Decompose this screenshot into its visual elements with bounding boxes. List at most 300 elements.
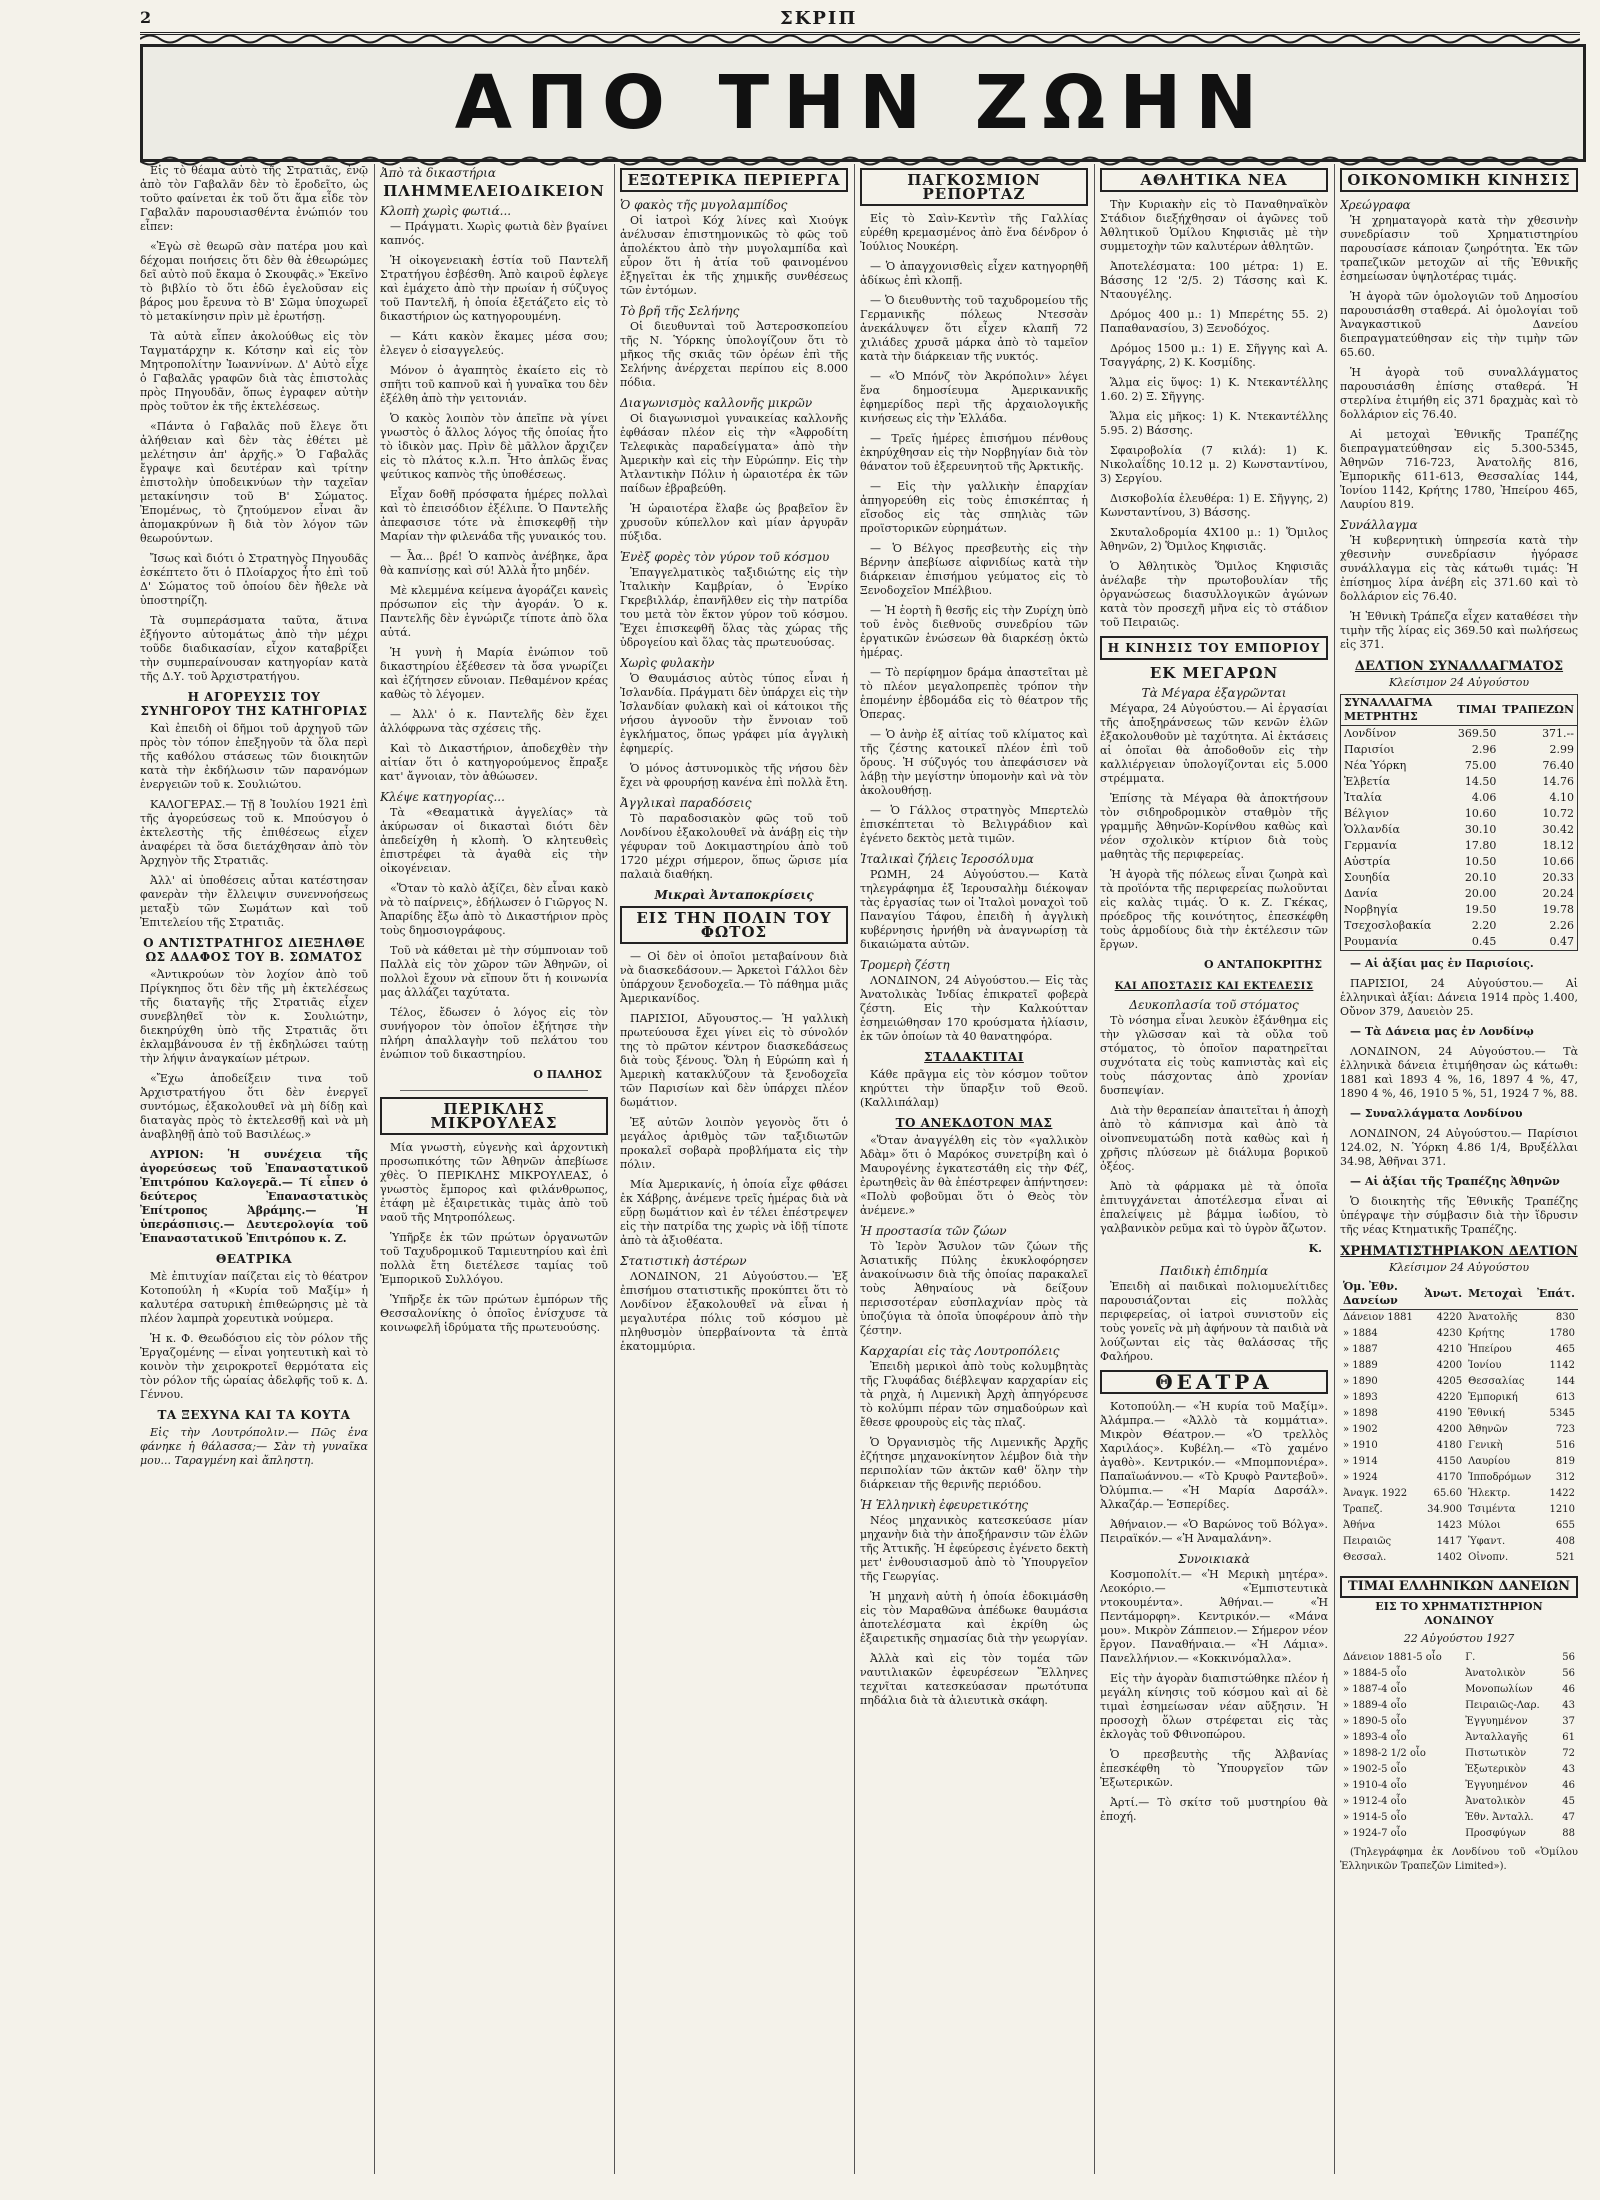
table-cell: » 1884 xyxy=(1343,1328,1378,1339)
article-paragraph: — Συναλλάγματα Λονδίνου xyxy=(1350,1107,1523,1120)
table-cell: Τσιμέντα xyxy=(1468,1504,1516,1515)
article-paragraph: Καὶ ἐπειδὴ οἱ δῆμοι τοῦ ἀρχηγοῦ τῶν πρὸς τὸν τόπον ἐπεξηγοῦν τὰ ὅλα περὶ τῆς καθόλου στάσεως τῶν διοικητῶν κατὰ τὴν ἐκδήλωσιν τῶν παρανόμων ἐνεργειῶν τοῦ κ. Σουλιώτου. xyxy=(140,722,368,791)
table-row xyxy=(1340,1486,1578,1502)
article-paragraph: ΛΟΝΔΙΝΟΝ, 24 Αὐγούστου.— Τὰ ἑλληνικὰ δάνεια ἐτιμήθησαν ὡς κάτωθι: 1881 καὶ 1893 4 %, 16, 1897 4 %, 47, 1890 4 %, 46, 1910 5 %, 51, 1924 7 %, 88. xyxy=(1340,1045,1578,1100)
table-row xyxy=(1340,1374,1578,1390)
column-divider xyxy=(374,164,375,2174)
table-cell: 516 xyxy=(1555,1440,1575,1451)
article-paragraph: Ἡ γυνὴ ἡ Μαρία ἐνώπιον τοῦ δικαστηρίου ἐξέθεσεν τὰ ὅσα γνωρίζει καὶ ἐζήτησεν εὔνοιαν. Πεθαμένον κρέας καθὼς τὸ λέγομεν. xyxy=(380,646,608,701)
article-paragraph: ΑΥΡΙΟΝ: Ἡ συνέχεια τῆς ἀγορεύσεως τοῦ Ἐπαναστατικοῦ Ἐπιτρόπου Καλογερᾶ.— Τί εἶπεν ὁ δεύτερος Ἐπαναστατικὸς Ἐπίτροπος Ἀβράμης.— Ἡ ὑπεράσπισις.— Δευτερολογία τοῦ Ἐπαναστατικοῦ Ἐπιτρόπου κ. Ζ. xyxy=(140,1148,368,1245)
table-cell: 4.10 xyxy=(1549,791,1574,804)
table-cell: Πιστωτικὸν xyxy=(1465,1748,1527,1759)
table-cell: 613 xyxy=(1555,1392,1575,1403)
article-paragraph: Ἅλμα εἰς μῆκος: 1) Κ. Ντεκαντέλλης 5.95. 2) Βάσσης. xyxy=(1100,410,1328,437)
loans-table xyxy=(1340,1650,1578,1842)
article-paragraph: Ἀλλ' αἱ ὑποθέσεις αὗται κατέστησαν φανερὰν τὴν ἔλλειψιν συνεννοήσεως μεταξὺ τῶν Σωμάτων καὶ τοῦ Ἐπιτελείου τῆς Στρατιᾶς. xyxy=(140,874,368,929)
article-paragraph: Τὸ Ἱερὸν Ἄσυλον τῶν ζώων τῆς Ἀσιατικῆς Πύλης ἐκυκλοφόρησεν ἀνακοίνωσιν διὰ τῆς ὁποίας παρακαλεῖ τοὺς Ἀθηναίους νὰ δείξουν περισσοτέραν εὐσπλαχνίαν πρὸς τὰ ὑποζύγια τὰ ὁποῖα ὑποφέρουν ἀπὸ τὴν ζέστην. xyxy=(860,1240,1088,1337)
table-cell: Θεσσαλίας xyxy=(1468,1376,1525,1387)
article-paragraph: Κάθε πρᾶγμα εἰς τὸν κόσμον τοῦτον κηρύττει τὴν ὕπαρξιν τοῦ Θεοῦ. (Καλλιπάλαμ) xyxy=(860,1068,1088,1109)
article-paragraph: Δρόμος 400 μ.: 1) Μπερέτης 55. 2) Παπαθανασίου, 3) Ξενοδόχος. xyxy=(1100,308,1328,335)
article-paragraph: Ἐπειδὴ αἱ παιδικαὶ πολιομυελίτιδες παρουσιάζονται εἰς πολλὰς περιφερείας, οἱ ἰατροὶ συνιστοῦν εἰς τοὺς γονεῖς νὰ μὴ ἀφήνουν τὰ παιδιὰ νὰ λούζωνται εἰς τὰς θαλάσσας τῆς Φαλήρου. xyxy=(1100,1280,1328,1363)
table-row xyxy=(1341,790,1578,806)
table-row xyxy=(1340,1794,1578,1810)
table-row xyxy=(1340,1746,1578,1762)
table-cell: » 1910 xyxy=(1343,1440,1378,1451)
author-signature: Ο ΠΑΛΗΟΣ xyxy=(533,1068,602,1081)
article-paragraph: Οἱ ἰατροὶ Κόχ λίνες καὶ Χιούγκ ἀνέλυσαν ἐπιστημονικῶς τὸ φῶς τοῦ ἀπολέκτου ἀπὸ τὴν μυγολαμπίδα καὶ εὗρον ὅτι ἡ ἀτία τοῦ φαινομένου ἐξηγεῖται ἐκ τῆς χημικῆς συνθέσεως τῶν ἐντόμων. xyxy=(620,214,848,297)
table-cell: 37 xyxy=(1562,1716,1575,1727)
table-cell: Ὑφαντ. xyxy=(1468,1536,1506,1547)
article-paragraph: Ἅλμα εἰς ὕψος: 1) Κ. Ντεκαντέλλης 1.60. 2) Ξ. Σῆγγης. xyxy=(1100,376,1328,403)
table-subtitle: Κλείσιμον 24 Αὐγούστου xyxy=(1388,676,1530,689)
column-divider xyxy=(1334,164,1335,2174)
column-divider xyxy=(854,164,855,2174)
article-subtitle: Συνάλλαγμα xyxy=(1340,518,1418,532)
table-cell: Ἡλεκτρ. xyxy=(1468,1488,1511,1499)
table-cell: » 1889-4 οἷο xyxy=(1343,1700,1407,1711)
table-cell: Ἀναγκ. 1922 xyxy=(1343,1488,1408,1499)
table-cell: Κρήτης xyxy=(1468,1328,1505,1339)
table-row xyxy=(1340,1310,1578,1327)
article-paragraph: Ὑπῆρξε ἐκ τῶν πρώτων ὀργανωτῶν τοῦ Ταχυδρομικοῦ Ταμιευτηρίου καὶ ἐπὶ πολλὰ ἔτη διετέλεσε ταμίας τοῦ Ἐμπορικοῦ Συλλόγου. xyxy=(380,1231,608,1286)
table-row xyxy=(1340,1326,1578,1342)
table-row xyxy=(1340,1358,1578,1374)
article-paragraph: Ἐξ αὐτῶν λοιπὸν γεγονὸς ὅτι ὁ μεγάλος ἀριθμὸς τῶν ταξιδιωτῶν προκαλεῖ σοβαρὰ προβλήματα εἰς τὴν πόλιν. xyxy=(620,1116,848,1171)
table-cell: 655 xyxy=(1555,1520,1575,1531)
column-2 xyxy=(380,164,608,2174)
table-row xyxy=(1341,854,1578,870)
article-paragraph: — Ἀλλ' ὁ κ. Παντελῆς δὲν ἔχει ἀλλόφρωνα τὰς σχέσεις τῆς. xyxy=(380,708,608,735)
table-title: ΧΡΗΜΑΤΙΣΤΗΡΙΑΚΟΝ ΔΕΛΤΙΟΝ xyxy=(1340,1244,1578,1259)
article-paragraph: Τὴν Κυριακὴν εἰς τὸ Παναθηναϊκὸν Στάδιον διεξήχθησαν οἱ ἀγῶνες τοῦ Ἀθλητικοῦ Ὁμίλου Κηφισιᾶς μὲ τὴν συμμετοχὴν τῶν καλυτέρων ἀθλητῶν. xyxy=(1100,198,1328,253)
table-cell: » 1893-4 οἷο xyxy=(1343,1732,1407,1743)
table-row xyxy=(1341,838,1578,854)
article-paragraph: Ἡ Ἐθνικὴ Τράπεζα εἶχεν καταθέσει τὴν τιμὴν τῆς λίρας εἰς 369.50 καὶ πωλήσεως εἰς 371. xyxy=(1340,610,1578,651)
table-cell: Γερμανία xyxy=(1344,839,1397,852)
article-paragraph: Τὰ αὐτὰ εἶπεν ἀκολούθως εἰς τὸν Ταγματάρχην κ. Κότσην καὶ εἰς τὸν Μητροπολίτην Ἰωαννίνων. Δ' Αὐτὸ εἶχε ὁ Γαβαλᾶς γραφῶν διὰ τὰς ἐπιστολὰς πρὸς Πηγουδᾶν, ὅπως ἐγραφεν αὐτὴν πρὸς τοῦτον ἐκ τῆς ἐκτελέσεως. xyxy=(140,330,368,413)
table-cell: 20.00 xyxy=(1464,887,1497,900)
table-cell: 521 xyxy=(1555,1552,1575,1563)
table-cell: » 1898 xyxy=(1343,1408,1378,1419)
article-paragraph: Ἀθήναιον.— «Ὁ Βαρώνος τοῦ Βόλγα». Πειραϊκόν.— «Ἡ Ἀναμαλάνη». xyxy=(1100,1518,1328,1545)
table-cell: 61 xyxy=(1562,1732,1575,1743)
table-subtitle: Κλείσιμον 24 Αὐγούστου xyxy=(1388,1261,1530,1274)
table-cell: » 1902 xyxy=(1343,1424,1378,1435)
table-cell: 4150 xyxy=(1436,1456,1463,1467)
article-paragraph: Ὑπῆρξε ἐκ τῶν πρώτων ἐμπόρων τῆς Θεσσαλονίκης ὁ ὁποῖος ἐνίσχυσε τὰ κοινωφελῆ ἱδρύματα τῆς πρωτευούσης. xyxy=(380,1293,608,1334)
table-cell: 4220 xyxy=(1436,1312,1463,1323)
table-cell: 10.66 xyxy=(1542,855,1574,868)
table-cell: 0.45 xyxy=(1471,935,1497,948)
article-paragraph: Τὸ νόσημα εἶναι λευκὸν ἐξάνθημα εἰς τὴν γλῶσσαν καὶ τὰ οὔλα τοῦ στόματος, τὸ ὁποῖον παρατηρεῖται συχνότατα εἰς τοὺς καπνιστὰς καὶ εἰς τοὺς πάσχοντας ἀπὸ χρονίαν δυσπεψίαν. xyxy=(1100,1014,1328,1097)
table-cell: » 1914 xyxy=(1343,1456,1378,1467)
article-paragraph: Ἐπίσης τὰ Μέγαρα θὰ ἀποκτήσουν τὸν σιδηροδρομικὸν σταθμὸν τῆς γραμμῆς Ἀθηνῶν-Κορίνθου καθὼς καὶ νέον σχολικὸν κτίριον διὰ τοὺς μαθητὰς τῆς περιφερείας. xyxy=(1100,792,1328,861)
section-title: ΠΑΓΚΟΣΜΙΟΝ ΡΕΠΟΡΤΑΖ xyxy=(860,168,1088,206)
article-paragraph: Ἀπὸ τὰ φάρμακα μὲ τὰ ὁποῖα ἐπιτυγχάνεται ἀποτέλεσμα εἶναι αἱ ἐπαλείψεις μὲ βάμμα ἰωδίου, τὸ γαλβανικὸν ρεῦμα καὶ τὸ ὑγρὸν ἄζωτον. xyxy=(1100,1180,1328,1235)
table-row xyxy=(1340,1422,1578,1438)
section-title: ΕΞΩΤΕΡΙΚΑ ΠΕΡΙΕΡΓΑ xyxy=(620,168,848,192)
table-row xyxy=(1340,1454,1578,1470)
table-cell: Βέλγιον xyxy=(1344,807,1389,820)
table-cell: 18.12 xyxy=(1542,839,1574,852)
table-body xyxy=(1340,1310,1578,1567)
table-cell: 19.50 xyxy=(1464,903,1497,916)
column-4 xyxy=(860,164,1088,2174)
table-cell: Θεσσαλ. xyxy=(1343,1552,1387,1563)
table-cell: Δανία xyxy=(1344,887,1378,900)
table-row xyxy=(1340,1502,1578,1518)
article-paragraph: — Ὁ Γάλλος στρατηγὸς Μπερτελὼ ἐπισκέπτεται τὸ Βελιγράδιον καὶ ἐγένετο δεκτὸς μετὰ τιμῶν. xyxy=(860,804,1088,845)
table-cell: 312 xyxy=(1555,1472,1575,1483)
article-paragraph: ΚΑΛΟΓΕΡΑΣ.— Τῇ 8 Ἰουλίου 1921 ἐπὶ τῆς ἀγορεύσεως τοῦ κ. Μπούσγου ὁ ἐκτελεστὴς τῆς ἐπιθέσεως εἶχεν ἀναφέρει τὰ ὅσα διετάχθησαν ἀπὸ τὸν Ἀρχηγὸν τῆς Στρατιᾶς. xyxy=(140,798,368,867)
section-title: Η ΚΙΝΗΣΙΣ ΤΟΥ ΕΜΠΟΡΙΟΥ xyxy=(1100,636,1328,660)
article-paragraph: Ἡ οἰκογενειακὴ ἑστία τοῦ Παντελῆ Στρατήγου ἐσβέσθη. Ἀπὸ καιροῦ ἐφλεγε καὶ ἐμάχετο ἀπὸ τὴν πρωίαν ἡ σύζυγος τοῦ Παντελῆ, ἡ ὁποία ἐξετάζετο εἰς τὸ δικαστήριον ὡς κατηγορουμένη. xyxy=(380,254,608,323)
table-cell: 1422 xyxy=(1549,1488,1575,1499)
article-paragraph: «Ἐγὼ σὲ θεωρῶ σὰν πατέρα μου καὶ δέχομαι ποιήσεις ὅτι δὲν θὰ ἐθεωρώμες δεῖ αὐτὸ ποῦ ἔκαμα ὁ Σκουφᾶς.» Ἐκεῖνο τὸ βιβλίο τὸ ὅτι ἐδῶ ἐγελοῦσαν εἰς βάρος μου ἔρευνα τὸ Β' Σῶμα ὑποχωρεῖ τὸ μετακίνησιν πρὶν μὲ ἐρωτήσῃ. xyxy=(140,240,368,323)
separator xyxy=(400,1090,588,1091)
table-cell: 30.42 xyxy=(1542,823,1574,836)
article-paragraph: «Ὅταν τὸ καλὸ ἀξίζει, δὲν εἶναι κακὸ νὰ τὸ παίρνεις», ἐδήλωσεν ὁ Γιῶργος Ν. Ἀπαρίδης ἔξω ἀπὸ τὸ Δικαστήριον πρὸς τοὺς δημοσιογράφους. xyxy=(380,882,608,937)
article-subtitle: Κλοπὴ χωρὶς φωτιά... xyxy=(380,204,512,218)
subheading: ΤΟ ΑΝΕΚΔΟΤΟΝ ΜΑΣ xyxy=(895,1116,1053,1130)
table-cell: 4170 xyxy=(1436,1472,1463,1483)
section-title: ΟΙΚΟΝΟΜΙΚΗ ΚΙΝΗΣΙΣ xyxy=(1340,168,1578,192)
article-paragraph: Οἱ διαγωνισμοὶ γυναικείας καλλονῆς ἐφθάσαν πλέον εἰς τὴν «Ἀφροδίτη Τελεφικὰς παραδείγματα» ἀπὸ τὴν Ἀμερικὴν καὶ εἰς τὴν Εὐρώπην. Εἰς τὴν Ἀτλαντικὴν Πόλιν ἡ ὡραιοτέρα ἐκ τῶν παίδων ἐβραβεύθη. xyxy=(620,412,848,495)
table-cell: 1402 xyxy=(1436,1552,1463,1563)
table-row xyxy=(1341,902,1578,918)
subheading: ΣΤΑΛΑΚΤΙΤΑΙ xyxy=(924,1050,1024,1064)
table-cell: 2.96 xyxy=(1471,743,1497,756)
section-title: ΠΛΗΜΜΕΛΕΙΟΔΙΚΕΙΟΝ xyxy=(383,182,605,200)
article-paragraph: — Τρεῖς ἡμέρες ἐπισήμου πένθους ἐκηρύχθησαν εἰς τὴν Νορβηγίαν διὰ τὸν θάνατον τοῦ ἐξερευνητοῦ τῆς Ἀρκτικῆς. xyxy=(860,432,1088,473)
table-row xyxy=(1341,822,1578,838)
article-paragraph: Ἡ κυβερνητικὴ ὑπηρεσία κατὰ τὴν χθεσινὴν συνεδρίασιν ἠγόρασε συνάλλαγμα εἰς τὰς κάτωθι τιμάς: Ἡ ἐπίσημος λίρα ἀνέβη εἰς 371.60 καὶ τὸ δολλάριον εἰς 76.40. xyxy=(1340,534,1578,603)
table-cell: Προσφύγων xyxy=(1465,1828,1526,1839)
article-subtitle: Τὸ βρῆ τῆς Σελήνης xyxy=(620,304,740,318)
table-row xyxy=(1340,1666,1578,1682)
table-cell: » 1884-5 οἷο xyxy=(1343,1668,1407,1679)
article-paragraph: «Ὅταν ἀναγγέλθη εἰς τὸν «γαλλικὸν Ἀδὰμ» ὅτι ὁ Μαρόκος συνετρίβη καὶ ὁ Μαυρογένης ἐγκατεστάθη εἰς τὴν Φέζ, ἐρωτηθεὶς ἂν θὰ ἐπέστρεφεν ἀπήντησεν: «Πολὺ φοβοῦμαι ὅτι ὁ Θεὸς τὸν ἀνέμενε.» xyxy=(860,1134,1088,1217)
table-cell: 56 xyxy=(1562,1668,1575,1679)
table-cell: Ἰονίου xyxy=(1468,1360,1502,1371)
article-paragraph: Τοῦ νὰ κάθεται μὲ τὴν σύμπνοιαν τοῦ Παλλὰ εἰς τὸν χῶρον τῶν Ἀθηνῶν, οἱ πολλοὶ ἔχουν νὰ εἴπουν ὅτι ἡ κοινωνία μας ἀλλάζει ταχύτατα. xyxy=(380,944,608,999)
article-subtitle: Τὰ Μέγαρα ἐξαγρῶνται xyxy=(1141,686,1287,700)
article-paragraph: — Ὁ Βέλγος πρεσβευτὴς εἰς τὴν Βέρνην ἀπεβίωσε αἰφνιδίως κατὰ τὴν διάρκειαν ἐπισήμου γεύματος εἰς τὸ Ξενοδοχεῖον Μπέλβιου. xyxy=(860,542,1088,597)
table-title: ΤΙΜΑΙ ΕΛΛΗΝΙΚΩΝ ΔΑΝΕΙΩΝ xyxy=(1340,1576,1578,1598)
table-cell: 14.76 xyxy=(1542,775,1574,788)
article-paragraph: Νέος μηχανικὸς κατεσκεύασε μίαν μηχανὴν διὰ τὴν ἀποξήρανσιν τῶν ἑλῶν τῆς Ἀττικῆς. Ἡ ἐφεύρεσις ἐγένετο δεκτὴ μετ' ἐνθουσιασμοῦ ἀπὸ τὸ Ὑπουργεῖον τῆς Γεωργίας. xyxy=(860,1514,1088,1583)
article-subtitle: Μικραὶ Ἀνταποκρίσεις xyxy=(654,888,814,902)
table-cell: 4200 xyxy=(1436,1360,1463,1371)
article-paragraph: Ὁ Ὀργανισμὸς τῆς Λιμενικῆς Ἀρχῆς ἐζήτησε μηχανοκίνητον λέμβον διὰ τὴν περιπολίαν τῶν ἀκτῶν καθ' ὅλην τὴν διάρκειαν τῆς θερινῆς περιόδου. xyxy=(860,1436,1088,1491)
section-title: ΑΘΛΗΤΙΚΑ ΝΕΑ xyxy=(1100,168,1328,192)
article-subtitle: Διαγωνισμὸς καλλονῆς μικρῶν xyxy=(620,396,813,410)
table-cell: Ἰταλία xyxy=(1344,791,1382,804)
article-subtitle: Συνοικιακὰ xyxy=(1178,1552,1250,1566)
article-paragraph: Μόνον ὁ ἀγαπητὸς ἐκαίετο εἰς τὸ σπῆτι τοῦ καπνοῦ καὶ ἡ γυναῖκα του δὲν ἐξέλθη ἀπὸ τὴν γειτονιάν. xyxy=(380,364,608,405)
table-cell: Ἀνατολικὸν xyxy=(1465,1796,1526,1807)
table-row xyxy=(1340,1342,1578,1358)
table-cell: 72 xyxy=(1562,1748,1575,1759)
table-cell: » 1924-7 οἷο xyxy=(1343,1828,1407,1839)
article-columns xyxy=(140,164,1580,2174)
table-cell: Ἐθνική xyxy=(1468,1408,1505,1419)
author-signature: Κ. xyxy=(1308,1242,1322,1255)
table-cell: 88 xyxy=(1562,1828,1575,1839)
column-6 xyxy=(1340,164,1578,2174)
table-row xyxy=(1341,870,1578,886)
article-paragraph: — Ὁ ἀνὴρ ἐξ αἰτίας τοῦ κλίματος καὶ τῆς ζέστης κατοικεῖ πλέον ἐπὶ τοῦ ὄρους. Ἡ σύζυγός του ἀπεφάσισεν νὰ λάβῃ τὴν μεγίστην ὑπομονὴν καὶ νὰ τὸν ἀκολουθήσῃ. xyxy=(860,728,1088,797)
table-cell: » 1890 xyxy=(1343,1376,1378,1387)
article-paragraph: Μία Ἀμερικανίς, ἡ ὁποία εἶχε φθάσει ἐκ Χάβρης, ἀνέμενε τρεῖς ἡμέρας διὰ νὰ εὕρῃ δωμάτιον καὶ ἐν τέλει ἐπέστρεψεν εἰς τὴν πατρίδα της χωρὶς νὰ ἰδῇ τίποτε ἀπὸ τὰ ἀξιοθέατα. xyxy=(620,1178,848,1247)
article-paragraph: Διὰ τὴν θεραπείαν ἀπαιτεῖται ἡ ἀποχὴ ἀπὸ τὸ κάπνισμα καὶ ἀπὸ τὰ οἰνοπνευματώδη ποτὰ καθὼς καὶ ἡ χρῆσις πλύσεων μὲ διάλυμα βορικοῦ ὀξέος. xyxy=(1100,1104,1328,1173)
table-cell: 723 xyxy=(1555,1424,1575,1435)
table-cell: Πειραιῶς-Λαρ. xyxy=(1465,1700,1540,1711)
table-row xyxy=(1341,742,1578,758)
table-cell: 4190 xyxy=(1436,1408,1463,1419)
table-cell: Ρουμανία xyxy=(1344,935,1398,948)
table-cell: 0.47 xyxy=(1549,935,1574,948)
table-cell: Τσεχοσλοβακία xyxy=(1344,919,1432,932)
table-header: ΤΡΑΠΕΖΩΝ xyxy=(1499,695,1577,726)
article-paragraph: — Κάτι κακὸν ἔκαμες μέσα σου; ἐλεγεν ὁ εἰσαγγελεύς. xyxy=(380,330,608,357)
table-cell: » 1914-5 οἷο xyxy=(1343,1812,1407,1823)
table-cell: 1210 xyxy=(1549,1504,1575,1515)
article-paragraph: Τέλος, ἔδωσεν ὁ λόγος εἰς τὸν συνήγορον τὸν ὁποῖον ἐξήτησε τὴν πλήρη ἀπαλλαγὴν τοῦ πελάτου του ἐνώπιον τοῦ δικαστηρίου. xyxy=(380,1006,608,1061)
table-body xyxy=(1340,1650,1578,1842)
article-paragraph: Κοτοπούλη.— «Ἡ κυρία τοῦ Μαξίμ». Ἀλάμπρα.— «Ἀλλὸ τὰ κομμάτια». Μικρὸν Θέατρον.— «Ὁ τρελλὸς Χαριλάος». Κυβέλη.— «Τὸ χαμένο ἀγαθὸ». Κεντρικόν.— «Μπομπονιέρα». Παπαϊωάννου.— «Τὸ Κρυφὸ Ραντεβοῦ». Ὀλύμπια.— «Ἡ Μαρία Δαρσάλ». Ἀλκαζάρ.— Ἑσπερίδες. xyxy=(1100,1400,1328,1511)
column-divider xyxy=(614,164,615,2174)
table-cell: 45 xyxy=(1562,1796,1575,1807)
column-divider xyxy=(1094,164,1095,2174)
article-paragraph: Σφαιροβολία (7 κιλά): 1) Κ. Νικολαΐδης 10.12 μ. 2) Κωνσταντίνου, 3) Σεργίου. xyxy=(1100,444,1328,485)
table-row xyxy=(1341,934,1578,951)
table-header: ΣΥΝΑΛΛΑΓΜΑ ΜΕΤΡΗΤΗΣ xyxy=(1341,695,1455,726)
section-title: ΠΕΡΙΚΛΗΣ ΜΙΚΡΟΥΛΕΑΣ xyxy=(380,1097,608,1135)
article-subtitle: Ἀγγλικαὶ παραδόσεις xyxy=(620,796,752,810)
table-header: Ὁμ. Ἐθν. Δανείων xyxy=(1340,1279,1421,1310)
table-row xyxy=(1340,1534,1578,1550)
section-kicker: Ἀπὸ τὰ δικαστήρια xyxy=(380,166,496,180)
table-cell: 2.20 xyxy=(1471,919,1497,932)
article-paragraph: (Τηλεγράφημα ἐκ Λονδίνου τοῦ «Ὁμίλου Ἑλληνικῶν Τραπεζῶν Limited»). xyxy=(1340,1847,1578,1872)
table-cell: Ἀνταλλαγῆς xyxy=(1465,1732,1528,1743)
table-cell: Ἀθηνῶν xyxy=(1468,1424,1508,1435)
table-row xyxy=(1340,1406,1578,1422)
table-cell: 4220 xyxy=(1436,1392,1463,1403)
table-row xyxy=(1340,1698,1578,1714)
table-row xyxy=(1340,1826,1578,1842)
table-cell: 4230 xyxy=(1436,1328,1463,1339)
article-paragraph: Δρόμος 1500 μ.: 1) Ε. Σῆγγης καὶ Α. Τσαγγάρης, 2) Κ. Κοσμίδης. xyxy=(1100,342,1328,369)
table-cell: » 1898-2 1/2 οἷο xyxy=(1343,1748,1426,1759)
stock-table xyxy=(1340,1279,1578,1566)
article-paragraph: ΠΑΡΙΣΙΟΙ, 24 Αὐγούστου.— Αἱ ἑλληνικαὶ ἀξίαι: Δάνεια 1914 πρὸς 1.400, Οὔνον 379, Δαυειὸν 25. xyxy=(1340,977,1578,1018)
article-paragraph: Ὁ διοικητὴς τῆς Ἐθνικῆς Τραπέζης ὑπέγραψε τὴν σύμβασιν διὰ τὴν ἵδρυσιν τῆς νέας Κτηματικῆς Τραπέζης. xyxy=(1340,1195,1578,1236)
section-title: ΕΙΣ ΤΗΝ ΠΟΛΙΝ ΤΟΥ ΦΩΤΟΣ xyxy=(620,906,848,944)
article-paragraph: Εἰς τὸ Σαὶν-Κεντὶν τῆς Γαλλίας εὑρέθη κρεμασμένος ἀπὸ ἕνα δένδρον ὁ Ἰούλιος Νουκέρη. xyxy=(860,212,1088,253)
table-cell: 65.60 xyxy=(1433,1488,1463,1499)
article-paragraph: ΛΟΝΔΙΝΟΝ, 24 Αὐγούστου.— Παρίσιοι 124.02, Ν. Ὑόρκη 4.86 1/4, Βρυξέλλαι 34.98, Ἀθῆναι 371. xyxy=(1340,1127,1578,1168)
table-cell: Αὐστρία xyxy=(1344,855,1391,868)
table-row xyxy=(1341,726,1578,743)
article-paragraph: — Τὰ Δάνεια μας ἐν Λονδίνῳ xyxy=(1350,1025,1534,1038)
table-row xyxy=(1341,886,1578,902)
table-cell: Μονοπωλίων xyxy=(1465,1684,1533,1695)
table-cell: 1423 xyxy=(1436,1520,1463,1531)
article-subtitle: Χρεώγραφα xyxy=(1340,198,1411,212)
table-row xyxy=(1341,774,1578,790)
article-paragraph: Ὁ Ἀθλητικὸς Ὅμιλος Κηφισιᾶς ἀνέλαβε τὴν πρωτοβουλίαν τῆς ὀργανώσεως διασυλλογικῶν ἀγώνων κατὰ τὸν προσεχῆ μῆνα εἰς τὸ στάδιον τοῦ Πειραιῶς. xyxy=(1100,560,1328,629)
article-subtitle: Ἡ Ἑλληνικὴ ἐφευρετικότης xyxy=(860,1498,1029,1512)
table-cell: Γ. xyxy=(1465,1652,1476,1663)
section-title: ΘΕΑΤΡΑ xyxy=(1100,1370,1328,1394)
table-cell: Ἀνατολῆς xyxy=(1468,1312,1518,1323)
article-paragraph: Τὰ «Θεαματικὰ ἀγγελίας» τὰ ἀκύρωσαν οἱ δικασταὶ διότι δὲν ἀπεδείχθη ἡ κλοπὴ. Ὁ κλητευθεὶς ἐπιστρέφει τὰ ἀγαθὰ εἰς τὴν οἰκογένειαν. xyxy=(380,806,608,875)
article-paragraph: ΠΑΡΙΣΙΟΙ, Αὔγουστος.— Ἡ γαλλικὴ πρωτεύουσα ἔχει γίνει εἰς τὸ σύνολόν της τὸ πρῶτον κέντρον διασκεδάσεως διὰ τοὺς ξένους. Ὅλη ἡ Εὐρώπη καὶ ἡ Ἀμερικὴ κατακλύζουν τὰ ξενοδοχεῖα τῶν Παρισίων καὶ δὲν ὑπάρχει πλέον δωμάτιον. xyxy=(620,1012,848,1109)
banner-title: ΑΠΟ ΤΗΝ ΖΩΗΝ xyxy=(454,60,1272,146)
article-paragraph: Ἀλλὰ καὶ εἰς τὸν τομέα τῶν ναυτιλιακῶν ἐφευρέσεων Ἕλληνες τεχνῖται κατεσκεύασαν πρωτότυπα πηδάλια διὰ τὰ ἀλιευτικὰ σκάφη. xyxy=(860,1652,1088,1707)
column-3 xyxy=(620,164,848,2174)
table-cell: 371.-- xyxy=(1542,727,1574,740)
table-cell: Ἐξωτερικὸν xyxy=(1465,1764,1527,1775)
article-paragraph: Ἡ μηχανὴ αὐτὴ ἡ ὁποία ἐδοκιμάσθη εἰς τὸν Μαραθῶνα ἀπέδωκε θαυμάσια ἀποτελέσματα καὶ ἐκρίθη ὡς ἐξαιρετικῆς σημασίας διὰ τὴν γεωργίαν. xyxy=(860,1590,1088,1645)
article-paragraph: Κοσμοπολίτ.— «Ἡ Μερικὴ μητέρα». Λεοκόριο.— «Ἐμπιστευτικὰ ντοκουμέντα». Ἀθήναι.— «Ἡ Πεντάμορφη». Κεντρικόν.— «Μάνα μου». Μικρὸν Ζάππειον.— Σήμερον νέον ἔργον. Παναθήναια.— «Ἡ Λάμια». Πανελλήνιον.— «Κοκκινόμαλλα». xyxy=(1100,1568,1328,1665)
article-paragraph: Τὸ παραδοσιακὸν φῶς τοῦ τοῦ Λονδίνου ἐξακολουθεῖ νὰ ἀνάβῃ εἰς τὴν γέφυραν τοῦ Δοκιμαστηρίου ἀπὸ τοῦ 1720 μέχρι σήμερον, ὅπως ὥρισε μία παλαιὰ διαθήκη. xyxy=(620,812,848,881)
table-cell: 14.50 xyxy=(1464,775,1497,788)
table-cell: 1142 xyxy=(1549,1360,1575,1371)
article-subtitle: Ὁ φακὸς τῆς μυγολαμπίδος xyxy=(620,198,788,212)
article-paragraph: Τὰ συμπεράσματα ταῦτα, ἅτινα ἐξήγοντο αὐτομάτως ἀπὸ τὴν μέχρι τοῦδε διαδικασίαν, εἶχον καταβρίξει τὴν συμπεραίνουσαν κατηγορίαν κατὰ τῆς Δ.Υ. τοῦ Ἀρχιστρατήγου. xyxy=(140,614,368,683)
article-paragraph: Εἶχαν δοθῆ πρόσφατα ἡμέρες πολλαὶ καὶ τὸ ἐπεισόδιον ἐξέλιπε. Ὁ Παντελῆς ἀπεφασισε τότε νὰ ἐπισκεφθῇ τὴν Μαρίαν τὴν φιλενάδα τῆς γυναικός του. xyxy=(380,488,608,543)
table-cell: 20.33 xyxy=(1542,871,1574,884)
article-paragraph: Ἡ ἀγορὰ τῶν ὁμολογιῶν τοῦ Δημοσίου παρουσιάσθη σταθερά. Αἱ ὁμολογίαι τοῦ Ἀναγκαστικοῦ Δανείου διεπραγματεύθησαν εἰς τὴν τιμὴν τῶν 65.60. xyxy=(1340,290,1578,359)
table-row xyxy=(1341,806,1578,822)
article-paragraph: Ἡ χρηματαγορὰ κατὰ τὴν χθεσινὴν συνεδρίασιν τοῦ Χρηματιστηρίου παρουσίασε κάποιαν ζωηρότητα. Ἐκ τῶν τραπεζικῶν μετοχῶν αἱ τῆς Ἐθνικῆς ἐσημείωσαν ὑψηλοτέρας τιμάς. xyxy=(1340,214,1578,283)
table-cell: Ὁλλανδία xyxy=(1344,823,1400,836)
table-cell: 465 xyxy=(1555,1344,1575,1355)
table-cell: 20.24 xyxy=(1542,887,1574,900)
table-cell: 17.80 xyxy=(1464,839,1497,852)
subheading: ΘΕΑΤΡΙΚΑ xyxy=(215,1252,293,1266)
table-cell: 56 xyxy=(1562,1652,1575,1663)
article-paragraph: Ὁ κακὸς λοιπὸν τὸν ἀπεῖπε νὰ γίνει γνωστὸς ὁ ἄλλος λόγος τῆς ὁποίας ἦτο τὸ ἰδικὸν μας. Πρὶν δὲ μᾶλλον ἄρχιζεν εἰς τὸ πλάτος κ.λ.π. Ἦτο ἁπλῶς ἕνας ψεύτικος καπνὸς τῆς ὑποθέσεως. xyxy=(380,412,608,481)
table-row xyxy=(1340,1682,1578,1698)
article-paragraph: «Πάντα ὁ Γαβαλᾶς ποῦ ἔλεγε ὅτι ἀλήθειαν καὶ δὲν τὰς ἐθέτει μὲ μελέτησιν ἀπ' ἀρχῆς.» Ὁ Γαβαλᾶς ἔγραψε καὶ δευτέραν καὶ τρίτην ἐπιστολὴν ὑποδεικνύων τὴν ταχεῖαν μετακίνησιν τοῦ Β' Σώματος. Ἐπομένως, τὸ ζητούμενον εἶναι ἂν ἀπομακρύνων ἢ διὰ τὸν λόγον τῶν θεωρούντων. xyxy=(140,420,368,545)
table-cell: » 1902-5 οἷο xyxy=(1343,1764,1407,1775)
table-cell: 369.50 xyxy=(1457,727,1497,740)
article-subtitle: Ἰταλικαὶ ζήλεις Ἱεροσόλυμα xyxy=(860,852,1034,866)
table-row xyxy=(1340,1438,1578,1454)
article-subtitle: Τρομερὴ ζέστη xyxy=(860,958,950,972)
table-date: 22 Αὐγούστου 1927 xyxy=(1403,1632,1515,1645)
table-cell: Ἐθν. Ἀνταλλ. xyxy=(1465,1812,1534,1823)
table-cell: Δάνειον 1881-5 οἷο xyxy=(1343,1652,1442,1663)
table-cell: Γενικὴ xyxy=(1468,1440,1503,1451)
table-cell: 30.10 xyxy=(1464,823,1497,836)
exchange-table xyxy=(1340,694,1578,951)
article-paragraph: — Οἱ δὲν οἱ ὁποῖοι μεταβαίνουν διὰ νὰ διασκεδάσουν.— Ἀρκετοὶ Γάλλοι δὲν ὑπάρχουν ξενοδοχεῖα.— Τὸ πάθημα μιᾶς Ἀμερικανίδος. xyxy=(620,950,848,1005)
table-cell: Σουηδία xyxy=(1344,871,1391,884)
section-title: ΕΚ ΜΕΓΑΡΩΝ xyxy=(1149,664,1279,682)
column-1 xyxy=(140,164,368,2174)
article-paragraph: — «Ὁ Μπόνζ τὸν Ἀκρόπολιν» λέγει ἕνα δημοσίευμα Ἀμερικανικῆς ἐφημερίδος περὶ τῆς ἀρχαιολογικῆς κινήσεως εἰς τὴν Ἑλλάδα. xyxy=(860,370,1088,425)
page-number: 2 xyxy=(140,8,152,27)
table-cell: Ἑλβετία xyxy=(1344,775,1391,788)
table-cell: Ἐμπορική xyxy=(1468,1392,1518,1403)
table-row xyxy=(1340,1470,1578,1486)
article-paragraph: — Ἆα... βρέ! Ὁ καπνὸς ἀνέβηκε, ἄρα θὰ καπνίσῃς καὶ σύ! Ἀλλὰ ἦτο μηδέν. xyxy=(380,550,608,577)
article-paragraph: Σκυταλοδρομία 4Χ100 μ.: 1) Ὅμιλος Ἀθηνῶν, 2) Ὅμιλος Κηφισιᾶς. xyxy=(1100,526,1328,553)
table-cell: Ἀνατολικὸν xyxy=(1465,1668,1526,1679)
article-paragraph: ΛΟΝΔΙΝΟΝ, 21 Αὐγούστου.— Ἐξ ἐπισήμου στατιστικῆς προκύπτει ὅτι τὸ Λονδίνον ἐξακολουθεῖ νὰ εἶναι ἡ μεγαλυτέρα πόλις τοῦ κόσμου μὲ πληθυσμὸν ὑπερβαίνοντα τὰ ἑπτὰ ἑκατομμύρια. xyxy=(620,1270,848,1353)
table-cell: 43 xyxy=(1562,1764,1575,1775)
article-paragraph: Ἐπειδὴ μερικοὶ ἀπὸ τοὺς κολυμβητὰς τῆς Γλυφάδας διέβλεψαν καρχαρίαν εἰς τὰ ρηχὰ, ἡ Λιμενικὴ Ἀρχὴ ἀπηγόρευσε τὸ κολύμπι πέραν τῶν σημαδούρων καὶ ἔθεσε φρουροὺς εἰς τὰς πλαζ. xyxy=(860,1360,1088,1429)
article-paragraph: — Πράγματι. Χωρὶς φωτιὰ δὲν βγαίνει καπνός. xyxy=(380,220,608,247)
table-cell: 830 xyxy=(1555,1312,1575,1323)
table-row xyxy=(1340,1778,1578,1794)
table-cell: » 1893 xyxy=(1343,1392,1378,1403)
table-cell: Νέα Ὑόρκη xyxy=(1344,759,1407,772)
table-cell: Δάνειον 1881 xyxy=(1343,1312,1413,1323)
table-cell: 10.60 xyxy=(1464,807,1497,820)
article-paragraph: Μὲ κλεμμένα κείμενα ἀγοράζει κανεὶς πρόσωπον εἰς τὴν ἀγοράν. Ὁ κ. Παντελῆς δὲν ἐγνώριζε τίποτε ἀπὸ ὅλα αὐτά. xyxy=(380,584,608,639)
article-paragraph: Ἴσως καὶ διότι ὁ Στρατηγὸς Πηγουδᾶς ἐσκέπτετο ὅτι ὁ Πλοίαρχος ἦτο ἐπὶ τοῦ Δ' Σώματος τοῦ ὁποίου δὲν ἤθελε νὰ ὑποστηρίζη. xyxy=(140,552,368,607)
table-cell: Τραπεζ. xyxy=(1343,1504,1383,1515)
table-row xyxy=(1340,1390,1578,1406)
article-paragraph: — Αἱ ἀξίαι τῆς Τραπέζης Ἀθηνῶν xyxy=(1350,1175,1560,1188)
table-row xyxy=(1341,918,1578,934)
article-paragraph: Οἱ διευθυνταὶ τοῦ Ἀστεροσκοπείου τῆς Ν. Ὑόρκης ὑπολογίζουν ὅτι τὸ μῆκος τῆς σκιᾶς τῶν ὀρέων ἐπὶ τῆς Σελήνης ἀνέρχεται περίπου εἰς 8.000 πόδια. xyxy=(620,320,848,389)
subheading: ΚΑΙ ΑΠΟΣΤΑΣΙΣ ΚΑΙ ΕΚΤΕΛΕΣΙΣ xyxy=(1114,981,1314,992)
table-body xyxy=(1341,726,1578,951)
article-paragraph: Ἡ ὡραιοτέρα ἔλαβε ὡς βραβεῖον ἓν χρυσοῦν κύπελλον καὶ μίαν ἀργυρᾶν πύξιδα. xyxy=(620,502,848,543)
article-subtitle: Ἑνὲξ φορὲς τὸν γύρον τοῦ κόσμου xyxy=(620,550,830,564)
table-cell: Ἠπείρου xyxy=(1468,1344,1512,1355)
article-paragraph: Εἰς τὸ θέαμα αὐτὸ τῆς Στρατιᾶς, ἐνῷ ἀπὸ τὸν Γαβαλᾶν δὲν τὸ ἔροδεῖτο, ὡς τοῦτο φαίνεται ἐκ τοῦ ὅτι ἅμα εἶδε τὸν Γαβαλᾶν παρουσιασθέντα ἐνώπιόν του εἶπεν: xyxy=(140,164,368,233)
table-cell: 144 xyxy=(1555,1376,1575,1387)
table-cell: 34.900 xyxy=(1427,1504,1463,1515)
article-paragraph: Μία γνωστὴ, εὐγενὴς καὶ ἀρχοντικὴ προσωπικότης τῶν Ἀθηνῶν ἀπεβίωσε χθὲς. Ὁ ΠΕΡΙΚΛΗΣ ΜΙΚΡΟΥΛΕΑΣ, ὁ γνωστὸς ἔμπορος καὶ φιλάνθρωπος, ἐτάφη μὲ ἐξαιρετικὰς τιμὰς ἀπὸ τοῦ ναοῦ τῆς Μητροπόλεως. xyxy=(380,1141,608,1224)
table-cell: » 1889 xyxy=(1343,1360,1378,1371)
article-paragraph: Ὁ μόνος ἀστυνομικὸς τῆς νήσου δὲν ἔχει νὰ φρουρήσῃ κανένα ἐπὶ πολλὰ ἔτη. xyxy=(620,762,848,789)
article-paragraph: ΛΟΝΔΙΝΟΝ, 24 Αὐγούστου.— Εἰς τὰς Ἀνατολικὰς Ἰνδίας ἐπικρατεῖ φοβερὰ ζέστη. Εἰς τὴν Καλκούτταν ἐσημειώθησαν 170 κρούσματα ἡλίασιν, ἐκ τῶν ὁποίων τὰ 40 θανατηφόρα. xyxy=(860,974,1088,1043)
article-paragraph: «Ἀντικρούων τὸν λοχίον ἀπὸ τοῦ Πρίγκηπος ὅτι δὲν τῆς μὴ ἐκτελέσεως τῆς διαταγῆς τῆς Στρατιᾶς εἶχεν συνεβληθεῖ τὸν κ. Σουλιώτην, διεκηρύχθη ὑπὸ τῆς Στρατιᾶς ὅτι ἐκλαμβάνουσα ἐν τῇ ἐκδηλώσει ταύτῃ τὴν λήψιν ἀναγκαίων μέτρων. xyxy=(140,968,368,1065)
table-row xyxy=(1340,1730,1578,1746)
article-subtitle: Στατιστικὴ ἀστέρων xyxy=(620,1254,747,1268)
article-subtitle: Δευκοπλασία τοῦ στόματος xyxy=(1129,998,1299,1012)
table-cell: Πειραιῶς xyxy=(1343,1536,1392,1547)
subheading: Η ΑΓΟΡΕΥΣΙΣ ΤΟΥ ΣΥΝΗΓΟΡΟΥ ΤΗΣ ΚΑΤΗΓΟΡΙΑΣ xyxy=(140,690,368,718)
table-cell: 4210 xyxy=(1436,1344,1463,1355)
article-paragraph: Ἀποτελέσματα: 100 μέτρα: 1) Ε. Βάσσης 12 '2/5. 2) Τάσσης καὶ Κ. Νταουγέλης. xyxy=(1100,260,1328,301)
table-cell: 5345 xyxy=(1549,1408,1575,1419)
table-row xyxy=(1340,1650,1578,1666)
table-header: ΤΙΜΑΙ xyxy=(1454,695,1499,726)
table-cell: 10.50 xyxy=(1464,855,1497,868)
table-row xyxy=(1341,758,1578,774)
table-cell: 1417 xyxy=(1436,1536,1463,1547)
article-subtitle: Κλέψε κατηγορίας... xyxy=(380,790,505,804)
table-row xyxy=(1340,1810,1578,1826)
table-title: ΔΕΛΤΙΟΝ ΣΥΝΑΛΛΑΓΜΑΤΟΣ xyxy=(1354,659,1564,674)
article-paragraph: Καὶ τὸ Δικαστήριον, ἀποδεχθὲν τὴν αἰτίαν ὅτι ὁ κατηγορούμενος ἔπραξε κατ' ἄγνοιαν, τὸν ἀθώωσεν. xyxy=(380,742,608,783)
table-cell: Ἰπποδρόμων xyxy=(1468,1472,1532,1483)
table-cell: 408 xyxy=(1555,1536,1575,1547)
table-cell: » 1887-4 οἷο xyxy=(1343,1684,1407,1695)
article-paragraph: Αἱ μετοχαὶ Ἐθνικῆς Τραπέζης διεπραγματεύθησαν εἰς 5.300-5345, Ἀθηνῶν 716-723, Ἀνατολῆς 816, Ἐμπορικῆς 611-613, Θεσσαλίας 144, Ἱονίου 1142, Κρήτης 1780, Ἠπείρου 465, Λαυρίου 819. xyxy=(1340,428,1578,511)
table-cell: 46 xyxy=(1562,1684,1575,1695)
